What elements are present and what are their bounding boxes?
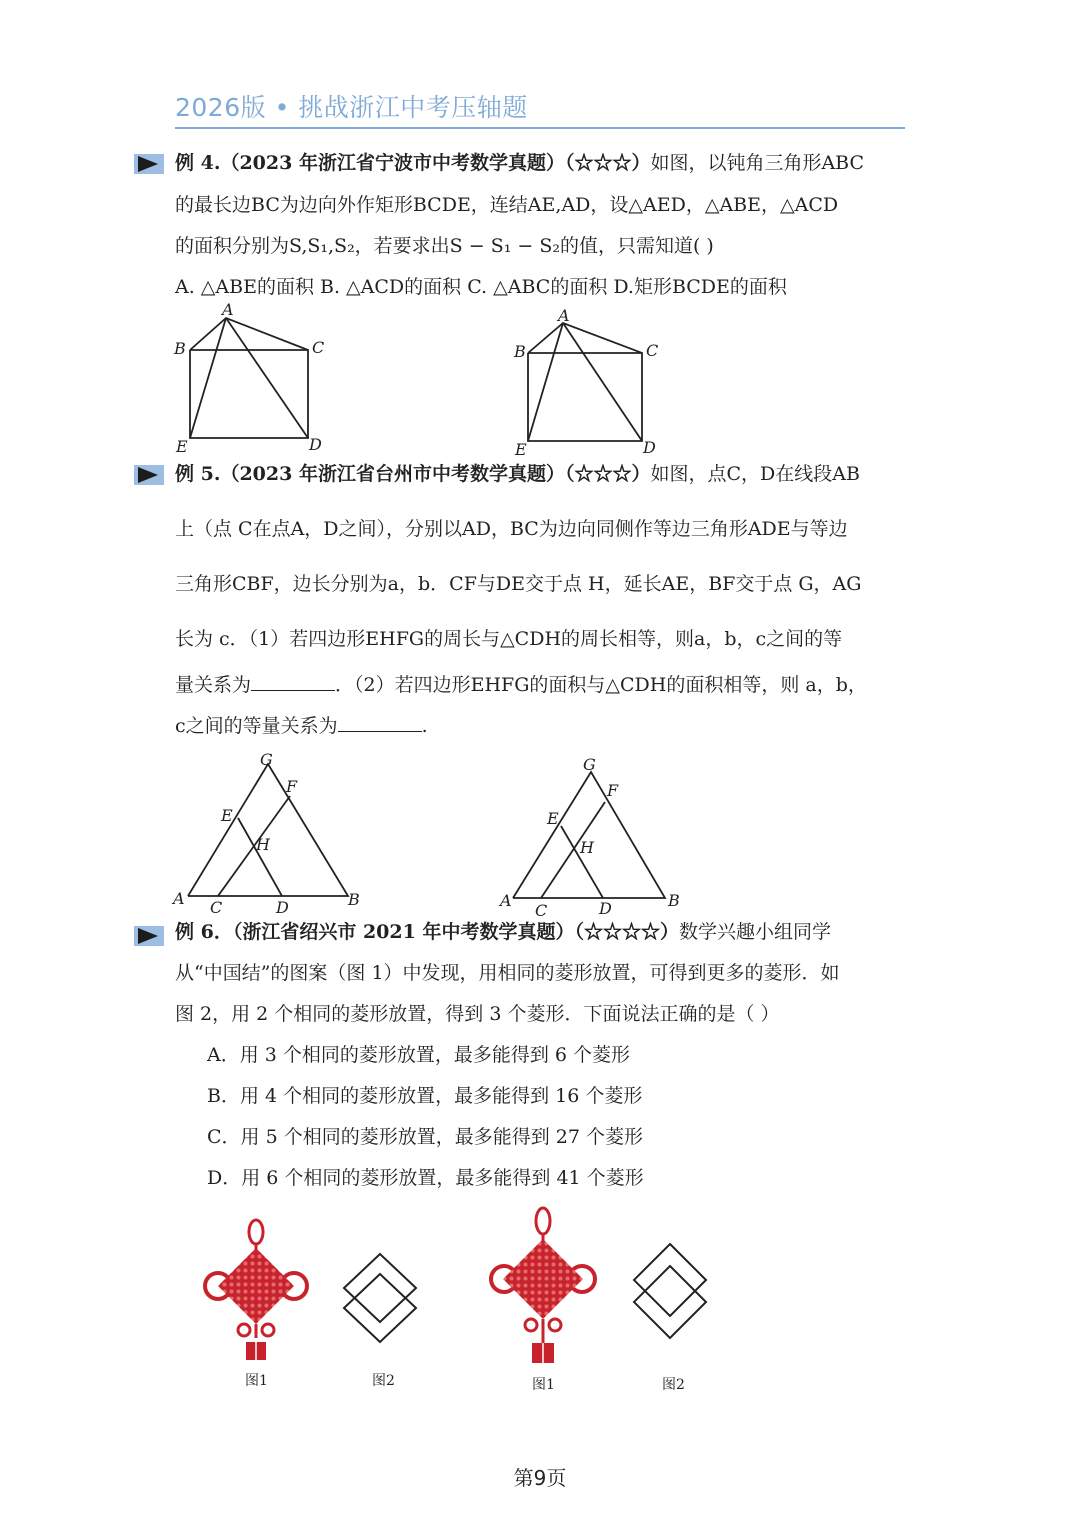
label-B: B: [348, 890, 360, 909]
label-D: D: [309, 435, 322, 454]
ex4-figure-1: [170, 300, 340, 460]
label-E: E: [515, 440, 527, 459]
label-D: D: [643, 438, 656, 457]
header-rule: [175, 127, 905, 129]
ex6-line-2: 从“中国结”的图案（图 1）中发现，用相同的菱形放置，可得到更多的菱形．如: [175, 962, 840, 984]
ex6-option-c: C．用 5 个相同的菱形放置，最多能得到 27 个菱形: [207, 1126, 643, 1148]
rhombus-figure-2: [628, 1240, 712, 1344]
chinese-knot-icon: [200, 1218, 312, 1366]
ex4-heading: 例 4.（2023 年浙江省宁波市中考数学真题）（☆☆☆）: [175, 152, 651, 174]
ex4-line-1: [175, 154, 864, 173]
label-C: C: [646, 341, 659, 360]
header-title: 2026版 • 挑战浙江中考压轴题: [175, 93, 528, 122]
label-F: F: [286, 777, 298, 796]
label-B: B: [668, 891, 680, 910]
play-marker-icon: [134, 465, 164, 485]
ex5-text-6a: c之间的等量关系为: [175, 715, 338, 737]
ex5-figure-1: [170, 748, 370, 918]
ex5-line-2: 上（点 C在点A，D之间），分别以AD，BC为边向同侧作等边三角形ADE与等边: [175, 518, 848, 540]
label-D: D: [599, 899, 612, 918]
ex6-option-a: A．用 3 个相同的菱形放置，最多能得到 6 个菱形: [207, 1044, 631, 1066]
caption-fig2: 图2: [372, 1373, 395, 1389]
ex5-line-6: [175, 717, 428, 736]
ex5-heading: 例 5.（2023 年浙江省台州市中考数学真题）（☆☆☆）: [175, 463, 651, 485]
label-C: C: [210, 898, 223, 917]
page-number: 第9页: [513, 1466, 567, 1490]
ex6-line-1: [175, 923, 831, 942]
ex4-options: A. △ABE的面积 B. △ACD的面积 C. △ABC的面积 D.矩形BCDE的面积: [175, 276, 787, 298]
answer-blank-1: [251, 690, 335, 691]
ex6-line-3: 图 2，用 2 个相同的菱形放置，得到 3 个菱形．下面说法正确的是（ ）: [175, 1003, 780, 1025]
label-C: C: [312, 338, 325, 357]
answer-blank-2: [338, 731, 422, 732]
label-E: E: [176, 437, 188, 456]
ex5-line-4: 长为 c．（1）若四边形EHFG的周长与△CDH的周长相等，则a，b，c之间的等: [175, 628, 843, 650]
label-B: B: [174, 339, 186, 358]
ex6-heading: 例 6．（浙江省绍兴市 2021 年中考数学真题）（☆☆☆☆）: [175, 921, 679, 943]
ex5-figure-2: [495, 752, 695, 922]
ex5-text-5b: ．（2）若四边形EHFG的面积与△CDH的面积相等，则 a，b，: [335, 674, 867, 696]
ex4-line-3: 的面积分别为S,S₁,S₂，若要求出S − S₁ − S₂的值，只需知道( ): [175, 235, 714, 257]
label-G: G: [583, 755, 596, 774]
ex4-text-1: 如图，以钝角三角形ABC: [650, 152, 865, 174]
chinese-knot-icon: [487, 1205, 599, 1367]
label-D: D: [276, 898, 289, 917]
label-E: E: [547, 809, 559, 828]
ex6-option-b: B．用 4 个相同的菱形放置，最多能得到 16 个菱形: [207, 1085, 643, 1107]
caption-fig1: 图1: [245, 1373, 268, 1389]
label-C: C: [535, 901, 548, 920]
ex4-figure-2: [508, 305, 678, 465]
ex5-text-5a: 量关系为: [175, 674, 252, 696]
ex6-option-d: D．用 6 个相同的菱形放置，最多能得到 41 个菱形: [207, 1167, 644, 1189]
ex6-text-1: 数学兴趣小组同学: [678, 921, 831, 943]
play-marker-icon: [134, 154, 164, 174]
ex5-text-6b: .: [421, 715, 428, 737]
label-A: A: [500, 891, 512, 910]
label-B: B: [514, 342, 526, 361]
ex5-line-5: [175, 676, 867, 695]
label-A: A: [173, 889, 185, 908]
ex5-line-1: [175, 465, 860, 484]
caption-fig1: 图1: [532, 1377, 555, 1393]
ex5-line-3: 三角形CBF，边长分别为a，b．CF与DE交于点 H，延长AE，BF交于点 G，AG: [175, 573, 862, 595]
ex4-line-2: 的最长边BC为边向外作矩形BCDE，连结AE,AD，设△AED，△ABE，△ACD: [175, 194, 839, 216]
label-E: E: [221, 806, 233, 825]
label-H: H: [256, 835, 270, 854]
play-marker-icon: [134, 926, 164, 946]
label-A: A: [222, 300, 234, 319]
label-F: F: [607, 781, 619, 800]
label-H: H: [580, 838, 594, 857]
caption-fig2: 图2: [662, 1377, 685, 1393]
rhombus-figure-2: [340, 1250, 420, 1346]
label-G: G: [260, 750, 273, 769]
label-A: A: [558, 306, 570, 325]
ex5-text-1: 如图，点C，D在线段AB: [650, 463, 860, 485]
